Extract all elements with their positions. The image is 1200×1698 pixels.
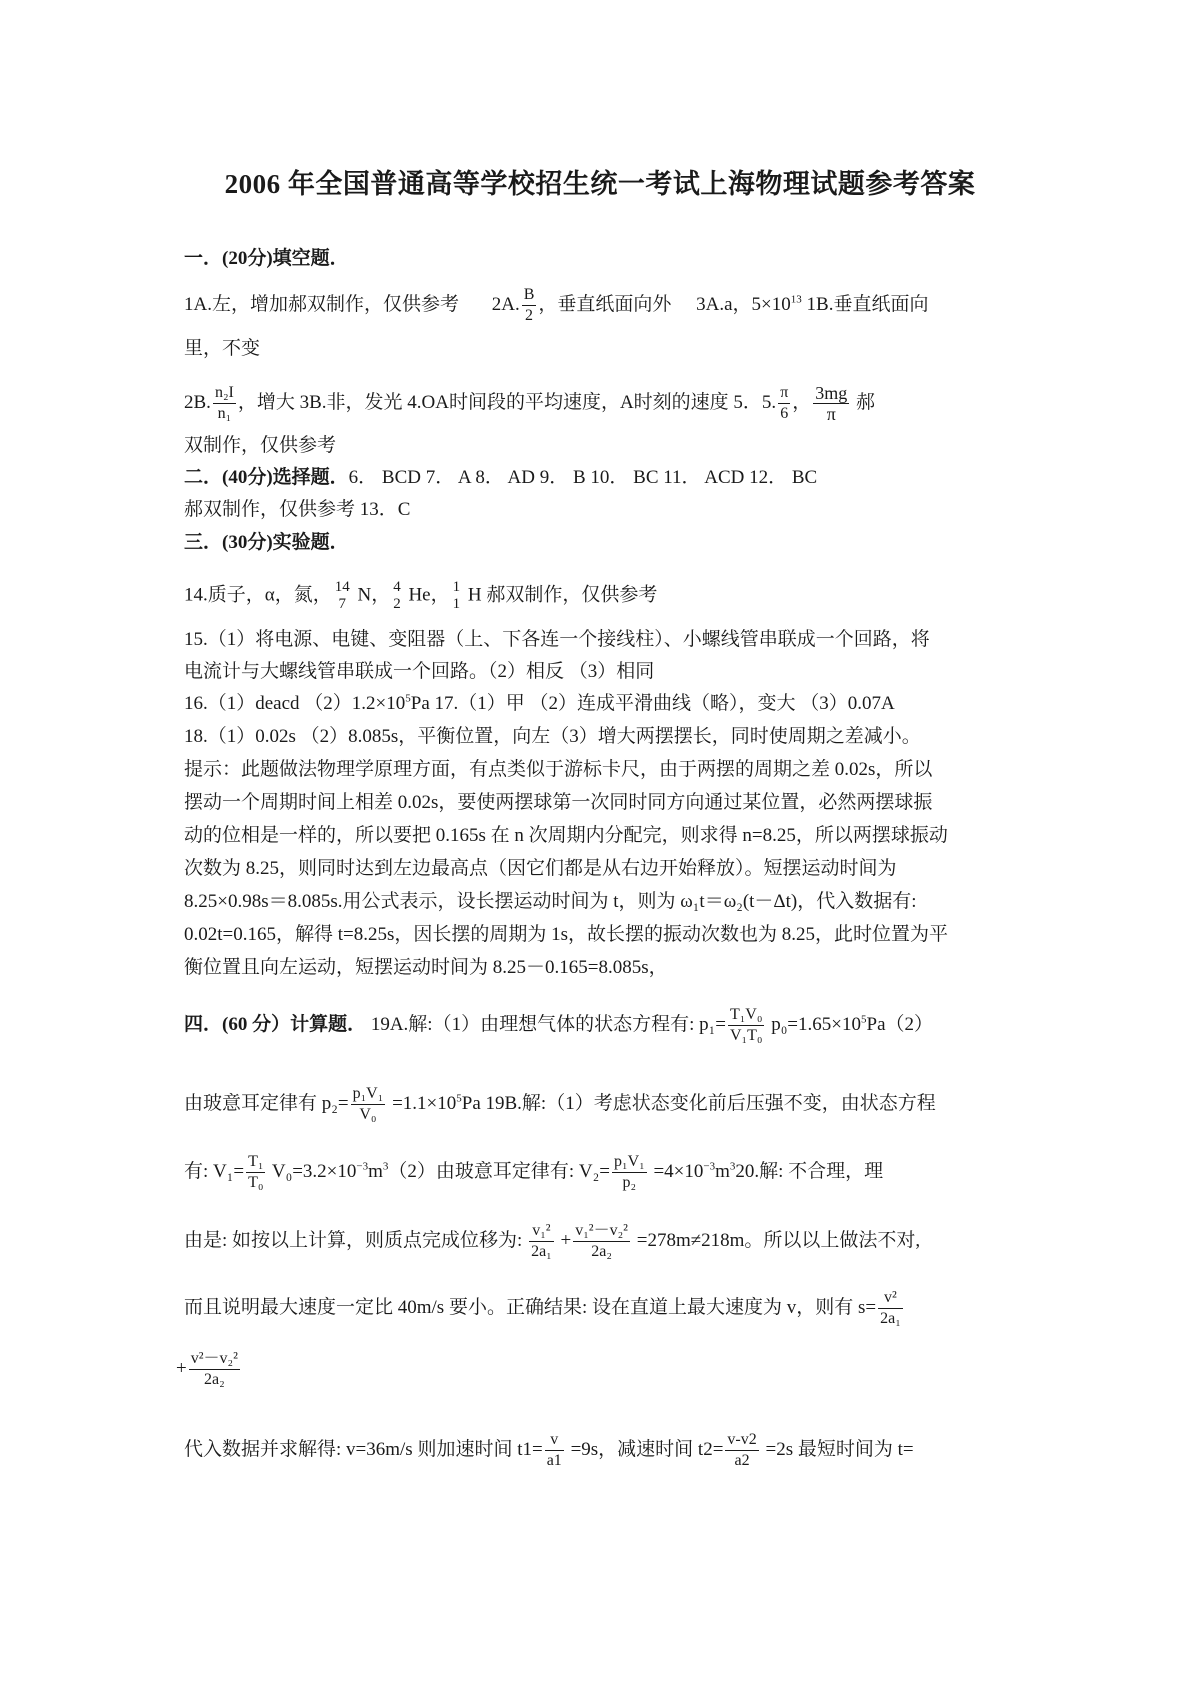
hint-line2: 摆动一个周期时间上相差 0.02s，要使两摆球第一次同时同方向通过某位置，必然两摆球振: [184, 792, 933, 813]
section4-line3: 有: V₁= $\frac{\text{T₁}}{\text{T₀}}$ $V_0=3.2\times 10^{-3}m^3(2)$由玻意耳定律有: V₂= $\frac{\text{p₁V₁}}{\text{p₂}}$ $=4\times 10^{-3}m^320$.解: 不合理，理: [184, 1153, 884, 1191]
fraction-vsq-minus-v2sq-over-2a2: $\frac{\text{v²－v₂²}}{\text{2a₂}}$: [190, 1350, 238, 1388]
fraction-t1-over-t0: $\frac{\text{T₁}}{\text{T₀}}$: [248, 1153, 264, 1191]
section2-line1: [184, 466, 817, 490]
section1-line3: 2B. $\frac{\text{n₂I}}{\text{n₁}}$ ，增大 3B.非，发光 4.OA时间段的平均速度，A时刻的速度 5．5. $\frac{\pi}{6}$ ， $\frac{3mg}{\pi}$ 郝: [184, 383, 876, 424]
fraction-t1v0-over-v1t0: $\frac{\text{T₁V₀}}{\text{V₁T₀}}$: [729, 1006, 763, 1044]
section4-line1: 四．(60 分）计算题． 19A.解:（1）由理想气体的状态方程有: p₁= $\frac{\text{T₁V₀}}{\text{V₁T₀}}$ $p_0=1.65\times 10^5Pa(2)$: [184, 1006, 934, 1044]
fraction-pi-over-6: $\frac{\pi}{6}$: [780, 384, 789, 422]
hint-line6: 0.02t=0.165，解得 t=8.25s，因长摆的周期为 1s，故长摆的振动次数也为 8.25，此时位置为平: [184, 924, 949, 945]
hint-line3: 动的位相是一样的，所以要把 0.165s 在 n 次周期内分配完，则求得 n=8.25，所以两摆球振动: [184, 825, 948, 846]
section3-q15-line2: 电流计与大螺线管串联成一个回路。（2）相反 （3）相同: [184, 661, 655, 682]
fraction-p1v1-over-v0: $\frac{\text{p₁V₁}}{\text{V₀}}$: [352, 1085, 384, 1123]
section2-line2: 郝双制作，仅供参考 13．C: [184, 499, 411, 520]
fraction-n2i-over-n1: $\frac{\text{n₂I}}{\text{n₁}}$: [214, 384, 234, 422]
section1-line1: 1A.左，增加郝双制作，仅供参考 2A. $\frac{B}{2}$ ，垂直纸面向外 3A.a，$5\times 10^{13}$ 1B.垂直纸面向: [184, 286, 929, 324]
page-title: 2006 年全国普通高等学校招生统一考试上海物理试题参考答案: [224, 169, 976, 199]
hint-line5: 8.25×0.98s＝8.085s.用公式表示，设长摆运动时间为 t，则为 ω₁t＝ω₂(t－Δt)，代入数据有:: [184, 891, 917, 912]
section1-heading: 一．(20分)填空题．: [184, 248, 349, 269]
section4-line5: 而且说明最大速度一定比 40m/s 要小。正确结果: 设在直道上最大速度为 v，则有 s= $\frac{\text{v²}}{\text{2a₁}}$: [184, 1289, 901, 1327]
section3-q15-line1: 15.（1）将电源、电键、变阻器（上、下各连一个接线柱）、小螺线管串联成一个回路，将: [184, 629, 930, 650]
hint-line7: 衡位置且向左运动，短摆运动时间为 8.25－0.165=8.085s，: [184, 957, 668, 978]
hint-line4: 次数为 8.25，则同时达到左边最高点（因它们都是从右边开始释放）。短摆运动时间为: [184, 858, 897, 879]
section2-heading: 二．(40分)选择题．: [184, 467, 349, 488]
section1-line2: 里，不变: [184, 338, 261, 359]
section4-line6: + $\frac{\text{v²－v₂²}}{\text{2a₂}}$: [176, 1350, 238, 1388]
fraction-v1sq-minus-v2sq-over-2a2: $\frac{\text{v₁²－v₂²}}{\text{2a₂}}$: [575, 1222, 628, 1260]
fraction-p1v1-over-p2: $\frac{\text{p₁V₁}}{\text{p₂}}$: [613, 1153, 645, 1191]
fraction-v1sq-over-2a1: $\frac{\text{v₁²}}{\text{2a₁}}$: [531, 1222, 552, 1260]
section4-line2: 由玻意耳定律有 p₂= $\frac{\text{p₁V₁}}{\text{V₀}}$ $=1.1\times 10^5Pa$ 19B.解:（1）考虑状态变化前后压强不变，由状态方程: [184, 1085, 936, 1123]
fraction-v-minus-v2-over-a2: $\frac{v-v2}{a2}$: [727, 1431, 757, 1469]
fraction-vsq-over-2a1: $\frac{\text{v²}}{\text{2a₁}}$: [880, 1289, 901, 1327]
section4-heading: 四．(60 分）计算题．: [184, 1013, 367, 1035]
isotope-nitrogen: 14 7: [334, 579, 350, 612]
section3-q16-q17: 16.（1）deacd $(2)1.2\times 10^5Pa$ 17.（1）甲 （2）连成平滑曲线（略），变大 （3）0.07A: [184, 692, 895, 714]
section3-q18: 18.（1）0.02s （2）8.085s，平衡位置，向左（3）增大两摆摆长，同时使周期之差减小。: [184, 726, 921, 747]
section3-q14: 14.质子，α，氮， 14 7 N， 4 2 He， 1 1 H 郝双制作，仅供参考: [184, 579, 658, 612]
section3-heading: 三．(30分)实验题．: [184, 532, 349, 553]
section1-line4: 双制作，仅供参考: [184, 435, 337, 456]
isotope-hydrogen: 1 1: [452, 579, 461, 612]
isotope-helium: 4 2: [393, 579, 401, 612]
fraction-b-over-2: $\frac{B}{2}$: [523, 286, 535, 324]
section4-line7: 代入数据并求解得: v=36m/s 则加速时间 t1= $\frac{v}{a1}$ =9s，减速时间 t2= $\frac{v-v2}{a2}$ =2s 最短时间为 t=: [184, 1431, 914, 1469]
hint-line1: 提示：此题做法物理学原理方面，有点类似于游标卡尺，由于两摆的周期之差 0.02s，所以: [184, 759, 933, 780]
section4-line4: 由是: 如按以上计算，则质点完成位移为: $\frac{\text{v₁²}}{\text{2a₁}}$ + $\frac{\text{v₁²－v₂²}}{\text{2a₂}}$ =278m≠218m。所以以上做法不对,: [184, 1222, 921, 1260]
fraction-3mg-over-pi: $\frac{3mg}{\pi}$: [815, 383, 848, 424]
section2-answers: 6． BCD 7． A 8． AD 9． B 10． BC 11． ACD 12． BC: [348, 467, 818, 488]
fraction-v-over-a1: $\frac{v}{a1}$: [546, 1431, 562, 1469]
